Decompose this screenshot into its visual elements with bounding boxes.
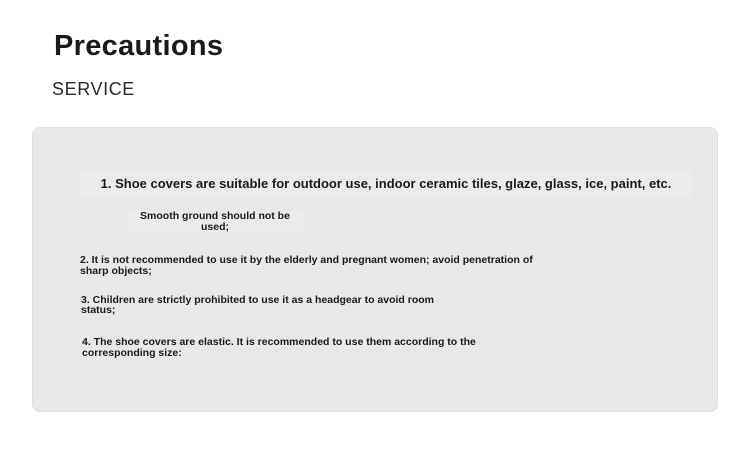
- precautions-panel: [32, 127, 718, 412]
- precaution-item-2: 2. It is not recommended to use it by the elderly and pregnant women; avoid penetration of sharp objects;: [80, 254, 533, 277]
- page-title: Precautions: [54, 30, 224, 62]
- precaution-item-1-continuation: Smooth ground should not be used;: [127, 211, 303, 233]
- precaution-item-1: 1. Shoe covers are suitable for outdoor use, indoor ceramic tiles, glaze, glass, ice, paint, etc.: [80, 171, 692, 197]
- page-subtitle: SERVICE: [52, 79, 135, 99]
- precaution-item-4: 4. The shoe covers are elastic. It is recommended to use them according to the corresponding size:: [82, 336, 476, 359]
- precaution-item-3: 3. Children are strictly prohibited to use it as a headgear to avoid room status;: [81, 294, 434, 316]
